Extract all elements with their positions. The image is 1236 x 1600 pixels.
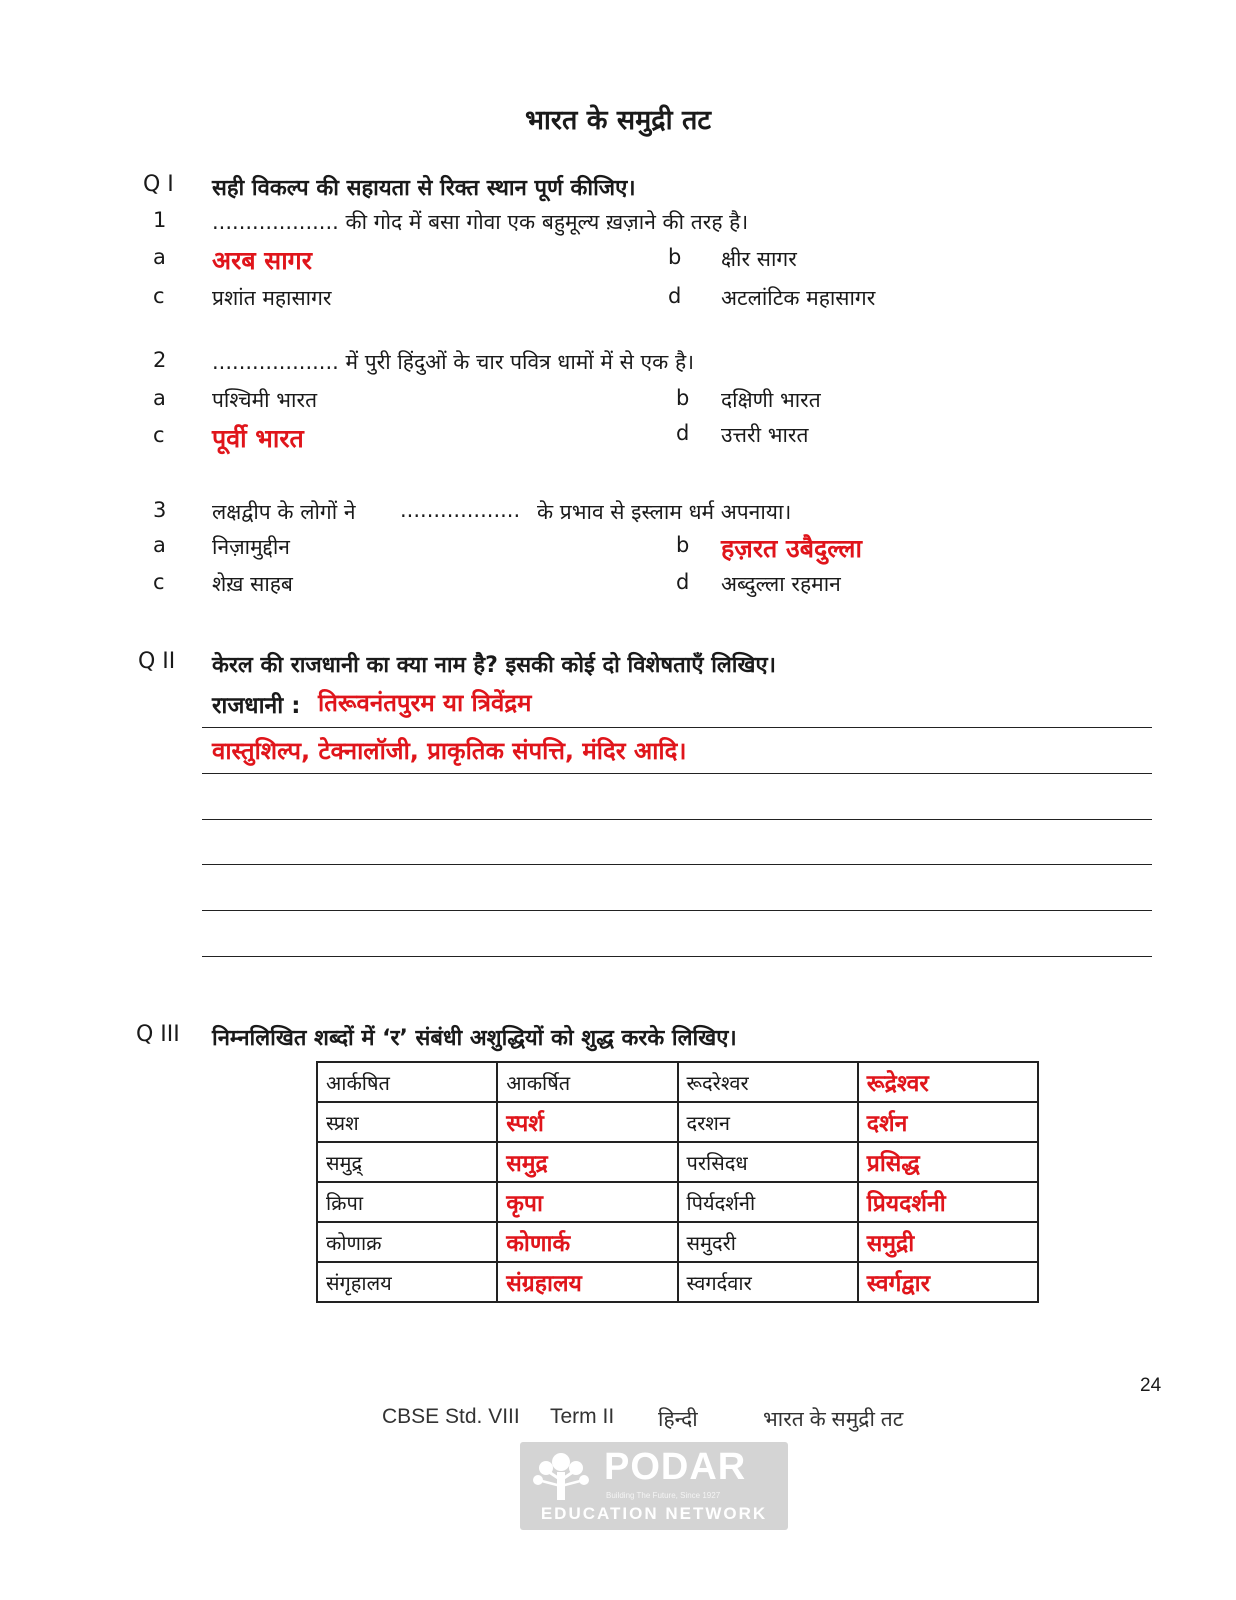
footer-subject: हिन्दी — [658, 1408, 698, 1431]
answer-line — [202, 727, 1152, 728]
item-1-option-letter: a — [153, 245, 166, 269]
corrected-word: रूद्रेश्वर — [858, 1062, 1038, 1102]
answer-line — [202, 956, 1152, 957]
corrected-word: स्पर्श — [497, 1102, 677, 1142]
item-3-option-letter: b — [676, 533, 690, 557]
table-row — [317, 1102, 1038, 1142]
wrong-word: स्वगर्दवार — [678, 1262, 858, 1302]
item-1-option-b: क्षीर सागर — [721, 247, 797, 271]
corrected-word: समुद्री — [858, 1222, 1038, 1262]
item-3-option-b-answer: हज़रत उबैदुल्ला — [721, 534, 862, 563]
item-1-stem: ................... की गोद में बसा गोवा एक बहुमूल्य ख़ज़ाने की तरह है। — [212, 210, 749, 234]
corrected-word: दर्शन — [858, 1102, 1038, 1142]
wrong-word: परसिदध — [678, 1142, 858, 1182]
item-2-stem: ................... में पुरी हिंदुओं के चार पवित्र धामों में से एक है। — [212, 350, 695, 374]
wrong-word: समुद्र् — [317, 1142, 497, 1182]
footer-chapter: भारत के समुद्री तट — [763, 1408, 904, 1431]
item-1-option-a-answer: अरब सागर — [212, 246, 312, 275]
item-1-option-c: प्रशांत महासागर — [212, 286, 332, 310]
wrong-word: रूदरेश्वर — [678, 1062, 858, 1102]
item-3-option-letter: a — [153, 533, 166, 557]
podar-logo — [520, 1442, 788, 1530]
corrected-word: प्रियदर्शनी — [858, 1182, 1038, 1222]
table-row — [317, 1182, 1038, 1222]
answer-line — [202, 819, 1152, 820]
answer-line — [202, 864, 1152, 865]
capital-answer: तिरूवनंतपुरम या त्रिवेंद्रम — [318, 689, 532, 717]
features-answer: वास्तुशिल्प, टेक्नालॉजी, प्राकृतिक संपत्ति, मंदिर आदि। — [212, 737, 687, 765]
wrong-word: समुदरी — [678, 1222, 858, 1262]
corrected-word: समुद्र — [497, 1142, 677, 1182]
question-2-label: Q II — [138, 649, 176, 674]
question-1-instruction: सही विकल्प की सहायता से रिक्त स्थान पूर्ण कीजिए। — [212, 176, 636, 201]
wrong-word: संगृहालय — [317, 1262, 497, 1302]
page-title: भारत के समुद्री तट — [524, 105, 712, 136]
item-2-option-b: दक्षिणी भारत — [721, 388, 821, 412]
page-number: 24 — [1140, 1375, 1162, 1396]
logo-network: EDUCATION NETWORK — [540, 1504, 768, 1523]
item-1-option-letter: b — [668, 245, 682, 269]
logo-brand: PODAR — [604, 1446, 747, 1488]
answer-line — [202, 910, 1152, 911]
table-row — [317, 1142, 1038, 1182]
item-2-option-d: उत्तरी भारत — [721, 423, 809, 447]
table-row — [317, 1222, 1038, 1262]
corrected-word: प्रसिद्ध — [858, 1142, 1038, 1182]
corrected-word: स्वर्गद्वार — [858, 1262, 1038, 1302]
item-1-option-d: अटलांटिक महासागर — [721, 286, 876, 310]
item-1-option-letter: d — [668, 284, 682, 308]
item-3-option-c: शेख़ साहब — [212, 572, 293, 596]
item-3-option-d: अब्दुल्ला रहमान — [721, 572, 841, 596]
corrected-word: कोणार्क — [497, 1222, 677, 1262]
answer-line — [202, 773, 1152, 774]
wrong-word: कोणाक्र — [317, 1222, 497, 1262]
item-2-option-letter: b — [676, 386, 690, 410]
item-3-number: 3 — [153, 498, 167, 522]
logo-tagline: Building The Future, Since 1927 — [606, 1491, 721, 1500]
question-2-text: केरल की राजधानी का क्या नाम है? इसकी कोई दो विशेषताएँ लिखिए। — [212, 653, 777, 678]
item-2-option-letter: c — [153, 423, 165, 447]
wrong-word: स्प्रश — [317, 1102, 497, 1142]
capital-label: राजधानी : — [212, 693, 301, 719]
item-2-option-c-answer: पूर्वी भारत — [212, 424, 304, 453]
item-3-option-letter: d — [676, 570, 690, 594]
corrected-word: कृपा — [497, 1182, 677, 1222]
item-2-option-a: पश्चिमी भारत — [212, 388, 318, 412]
item-2-option-letter: a — [153, 386, 166, 410]
question-3-label: Q III — [136, 1022, 180, 1047]
wrong-word: क्रिपा — [317, 1182, 497, 1222]
corrected-word: संग्रहालय — [497, 1262, 677, 1302]
item-3-option-letter: c — [153, 570, 165, 594]
footer-term: Term II — [550, 1405, 615, 1428]
wrong-word: आर्कषित — [317, 1062, 497, 1102]
item-3-stem-suffix: के प्रभाव से इस्लाम धर्म अपनाया। — [537, 500, 792, 524]
table-row — [317, 1262, 1038, 1302]
corrected-word: आकर्षित — [497, 1062, 677, 1102]
wrong-word: दरशन — [678, 1102, 858, 1142]
footer-course: CBSE Std. VIII — [382, 1405, 520, 1428]
item-2-number: 2 — [153, 348, 167, 372]
question-1-label: Q I — [143, 172, 174, 197]
wrong-word: पिर्यदर्शनी — [678, 1182, 858, 1222]
table-row — [317, 1062, 1038, 1102]
item-1-option-letter: c — [153, 284, 165, 308]
item-3-stem-blank: .................. — [400, 498, 521, 522]
item-1-number: 1 — [153, 208, 167, 232]
item-2-option-letter: d — [676, 421, 690, 445]
tree-icon — [530, 1450, 592, 1502]
correction-table — [316, 1061, 1039, 1303]
question-3-instruction: निम्नलिखित शब्दों में ‘र’ संबंधी अशुद्धियों को शुद्ध करके लिखिए। — [212, 1026, 737, 1051]
item-3-option-a: निज़ामुद्दीन — [212, 535, 290, 559]
item-3-stem-prefix: लक्षद्वीप के लोगों ने — [212, 500, 356, 524]
